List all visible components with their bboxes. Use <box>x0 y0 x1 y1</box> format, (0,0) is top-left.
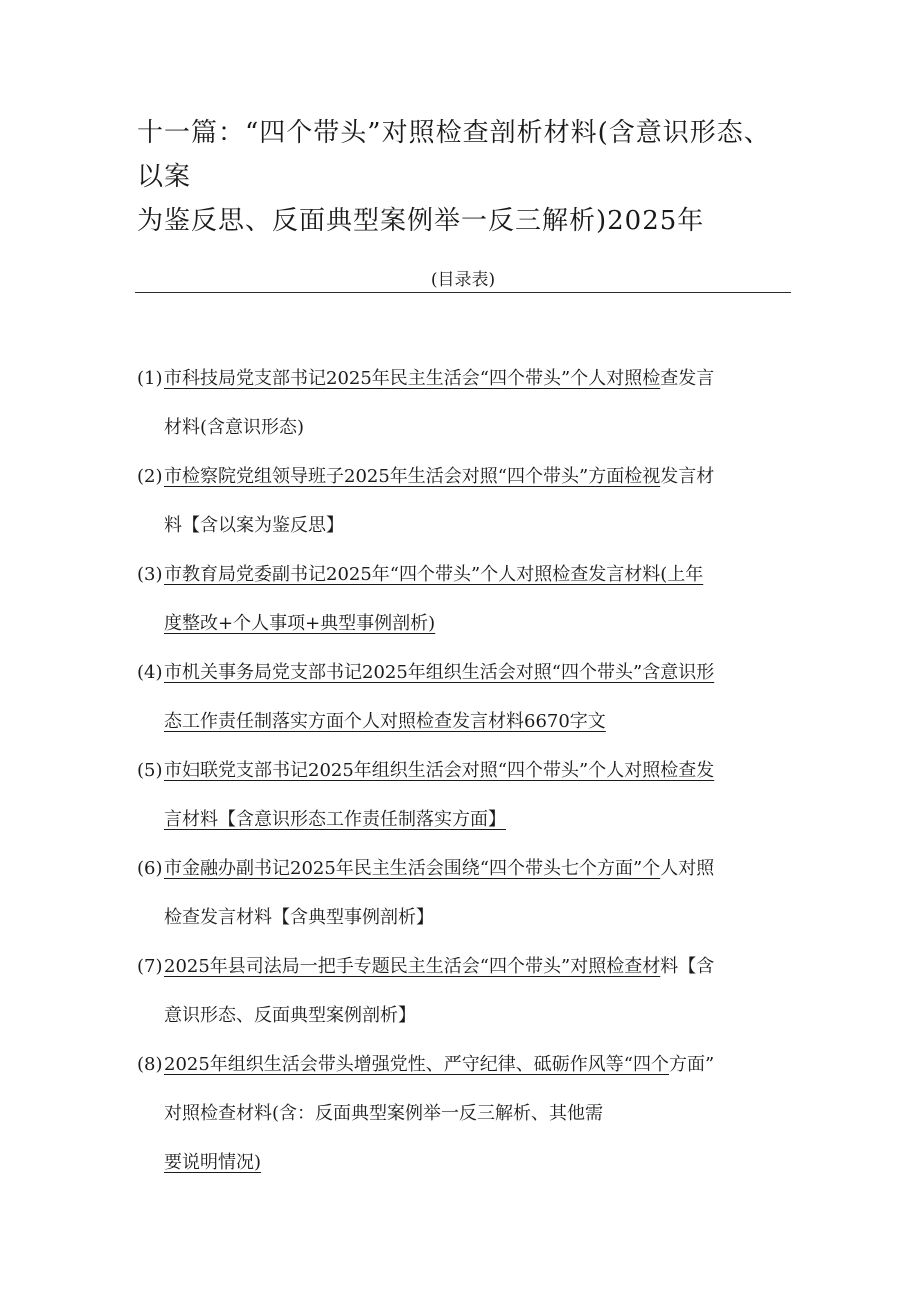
toc-item-link[interactable]: 度整改+个人事项+典型事例剖析) <box>164 613 436 634</box>
toc-item-link[interactable]: 言材料【含意识形态工作责任制落实方面】 <box>164 809 506 830</box>
toc-item-text: 料【含以案为鉴反思】 <box>164 515 344 536</box>
toc-item[interactable] <box>137 354 797 452</box>
toc-item-text: 对照检查材料(含：反面典型案例举一反三解析、其他需 <box>164 1103 604 1124</box>
toc-item[interactable] <box>137 550 797 648</box>
toc-item-link[interactable]: 2025年组织生活会带头增强党性、严守纪律、砥砺作风等“四个 <box>164 1054 670 1075</box>
toc-item[interactable] <box>137 942 797 1040</box>
toc-item-number: (8) <box>137 1054 163 1075</box>
toc-item-number: (2) <box>137 466 163 487</box>
toc-item-link[interactable]: 市教育局党委副书记2025年“四个带头”个人对照检查发言材料(上年 <box>164 564 704 585</box>
toc-item-link[interactable]: 市检察院党组领导班子2025年生活会对照“四个带头”方面检视 <box>164 466 661 487</box>
toc-item-number: (7) <box>137 956 163 977</box>
toc-item-link[interactable]: 市妇联党支部书记2025年组织生活会对照“四个带头”个人对照检查发 <box>164 760 715 781</box>
toc-item-number: (5) <box>137 760 163 781</box>
toc-item-text: 意识形态、反面典型案例剖析】 <box>164 1005 416 1026</box>
toc-heading: (目录表) <box>430 270 496 290</box>
toc-list <box>137 354 797 1187</box>
toc-item-link[interactable]: 要说明情况) <box>164 1152 262 1173</box>
toc-item-text: 方面” <box>669 1054 715 1075</box>
toc-item-text: 材料(含意识形态) <box>164 417 305 438</box>
toc-item-link[interactable]: 市科技局党支部书记2025年民主生活会“四个带头”个人对照检 <box>164 368 661 389</box>
toc-item[interactable] <box>137 746 797 844</box>
toc-item-number: (3) <box>137 564 163 585</box>
toc-item-text: 检查发言材料【含典型事例剖析】 <box>164 907 434 928</box>
toc-item-number: (6) <box>137 858 163 879</box>
toc-item-link[interactable]: 市机关事务局党支部书记2025年组织生活会对照“四个带头”含意识形 <box>164 662 715 683</box>
title-line-2: 为鉴反思、反面典型案例举一反三解析)2025年 <box>137 206 705 236</box>
toc-item-text: 发言材 <box>660 466 715 487</box>
toc-item-number: (1) <box>137 368 163 389</box>
toc-item-link[interactable]: 市金融办副书记2025年民主生活会围绕“四个带头七个方面”个 <box>164 858 661 879</box>
toc-item-text: 料【含 <box>660 956 715 977</box>
toc-item-number: (4) <box>137 662 163 683</box>
toc-item-text: 查发言 <box>660 368 715 389</box>
toc-item-text: 人对照 <box>660 858 715 879</box>
title-line-1: 十一篇：“四个带头”对照检查剖析材料(含意识形态、以案 <box>137 118 771 192</box>
toc-item-link[interactable]: 2025年县司法局一把手专题民主生活会“四个带头”对照检查材 <box>164 956 661 977</box>
toc-item[interactable] <box>137 452 797 550</box>
toc-item[interactable] <box>137 648 797 746</box>
toc-item[interactable] <box>137 1040 797 1187</box>
toc-item-link[interactable]: 态工作责任制落实方面个人对照检查发言材料6670字文 <box>164 711 606 732</box>
toc-divider <box>135 292 791 293</box>
toc-item[interactable] <box>137 844 797 942</box>
document-title <box>137 111 797 243</box>
